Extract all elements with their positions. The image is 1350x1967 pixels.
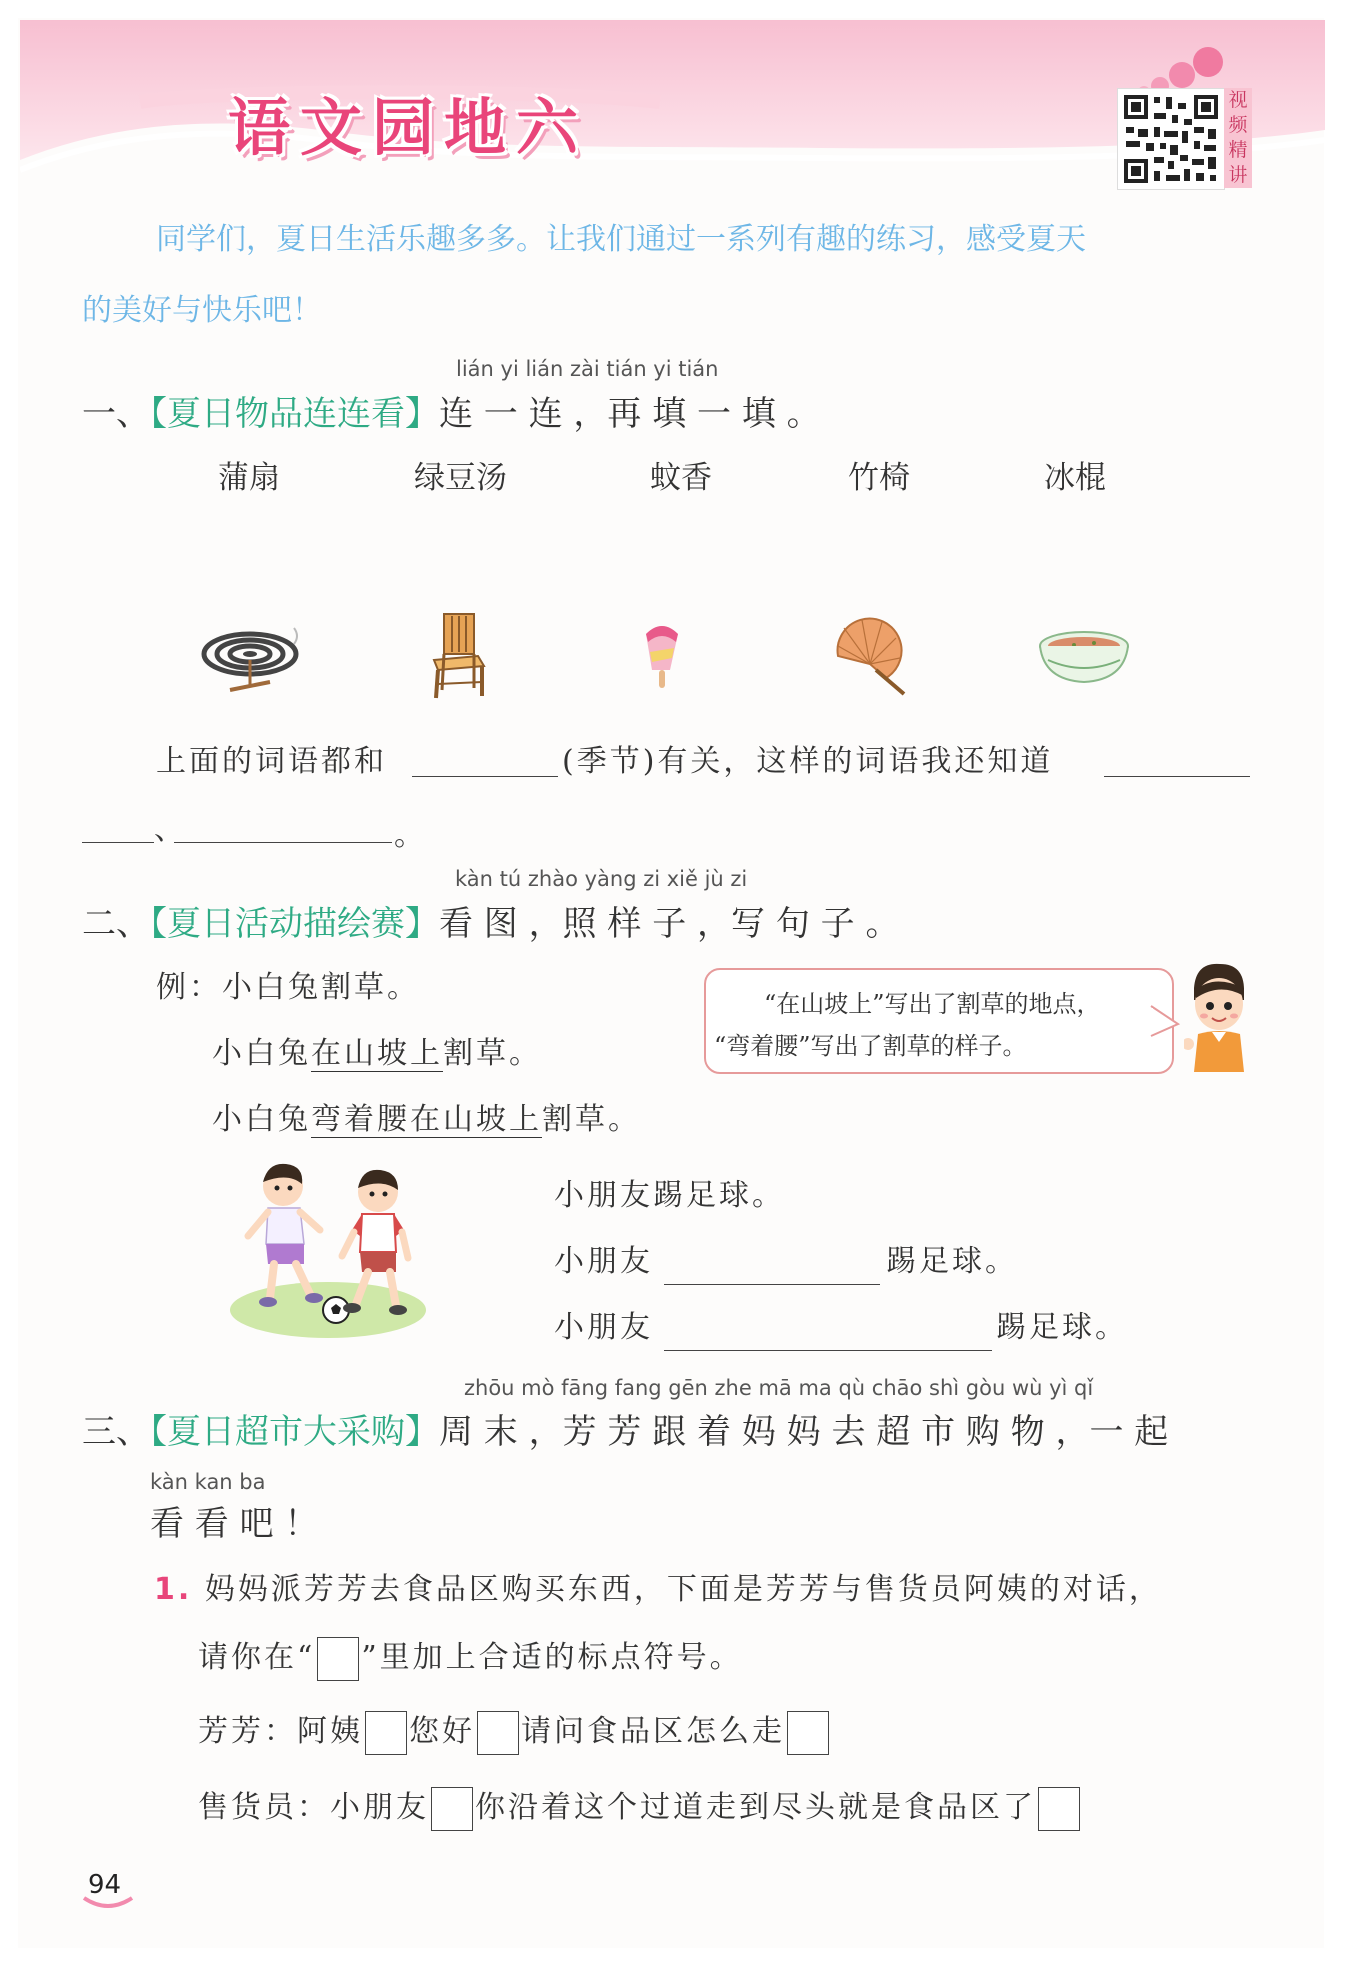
soccer-sentence-2-subject: 小朋友 [554, 1244, 653, 1279]
punctuation-box-1[interactable] [365, 1711, 407, 1755]
section2-pinyin: kàn tú zhào yàng zi xiě jù zi [455, 867, 748, 891]
qr-label-char: 视 [1228, 89, 1248, 111]
palm-fan-icon [830, 616, 910, 696]
season-blank[interactable] [412, 776, 558, 777]
bamboo-chair-icon [428, 610, 488, 700]
example-line-3 [212, 1094, 641, 1138]
qr-label-char: 频 [1228, 114, 1248, 136]
word-bamboo-chair: 竹椅 [848, 460, 910, 496]
example-2-place: 在山坡上 [311, 1036, 443, 1071]
section2-bracket: 【夏日活动描绘赛】 [150, 904, 439, 944]
tip-line-2: “弯着腰”写出了割草的样子。 [714, 1032, 1027, 1060]
punctuation-box-4[interactable] [431, 1787, 473, 1831]
example-label: 例： [156, 970, 222, 1005]
dialogue-1-part-b: 您好 [409, 1714, 475, 1749]
section1-end: 。 [394, 818, 427, 853]
qr-code-icon[interactable] [1117, 88, 1225, 190]
related-word-blank-1[interactable] [1104, 776, 1250, 777]
soccer-sentence-3-verb: 踢足球。 [996, 1310, 1128, 1345]
tip-line-1: “在山坡上”写出了割草的地点， [764, 990, 1101, 1018]
punctuation-box-sample [317, 1637, 359, 1681]
soccer-manner-blank[interactable] [664, 1284, 880, 1285]
example-sentence-1: 小白兔割草。 [222, 970, 420, 1005]
qr-label-char: 讲 [1228, 164, 1248, 186]
q1-text-1: 妈妈派芳芳去食品区购买东西，下面是芳芳与售货员阿姨的对话， [204, 1572, 1162, 1607]
section2-instruction: 看 图 ，照 样 子 ，写 句 子 。 [439, 904, 900, 944]
q1-text-2a: 请你在“ [198, 1640, 316, 1675]
section3-prefix: 三、 [82, 1412, 150, 1452]
word-mosquito-coil: 蚊香 [650, 460, 712, 496]
example-line-2 [212, 1028, 542, 1072]
example-2-verb: 割草。 [443, 1036, 542, 1071]
section3-instruction-2: 看 看 吧 ！ [150, 1504, 319, 1544]
soccer-sentence-1: 小朋友踢足球。 [554, 1178, 785, 1213]
soccer-manner-place-blank[interactable] [664, 1350, 992, 1351]
example-2-subject: 小白兔 [212, 1036, 311, 1071]
punctuation-box-2[interactable] [477, 1711, 519, 1755]
mung-bean-soup-icon [1038, 626, 1130, 686]
soccer-sentence-2-verb: 踢足球。 [886, 1244, 1018, 1279]
bubble-tail [1150, 1002, 1180, 1042]
dialogue-2-part-a: 售货员：小朋友 [198, 1790, 429, 1825]
tip-speech-bubble [704, 968, 1174, 1074]
punctuation-box-3[interactable] [787, 1711, 829, 1755]
punctuation-box-5[interactable] [1038, 1787, 1080, 1831]
q1-number: 1. [154, 1572, 193, 1607]
section3-pinyin: zhōu mò fāng fang gēn zhe mā ma qù chāo shì gòu wù yì qǐ [464, 1376, 1094, 1400]
section3-pinyin-2: kàn kan ba [150, 1470, 266, 1494]
example-line-1 [156, 962, 420, 1006]
dialogue-line-2 [198, 1782, 1082, 1831]
word-cattail-fan: 蒲扇 [218, 460, 280, 496]
word-mung-bean-soup: 绿豆汤 [414, 460, 507, 496]
section3-instruction: 周 末 ，芳 芳 跟 着 妈 妈 去 超 市 购 物 ，一 起 [439, 1412, 1169, 1452]
word-popsicle: 冰棍 [1044, 460, 1106, 496]
page-number: 94 [88, 1870, 122, 1900]
related-word-blank-1-cont[interactable] [82, 842, 154, 843]
video-lecture-label[interactable] [1224, 88, 1252, 188]
section2-heading [82, 896, 899, 945]
mosquito-coil-icon [200, 620, 305, 700]
section3-bracket: 【夏日超市大采购】 [150, 1412, 439, 1452]
dialogue-2-part-b: 你沿着这个过道走到尽头就是食品区了 [475, 1790, 1036, 1825]
section1-fill-text-1: 上面的词语都和 [156, 744, 387, 779]
q1-text-2b: ”里加上合适的标点符号。 [361, 1640, 743, 1675]
example-3-subject: 小白兔 [212, 1102, 311, 1137]
example-3-manner: 弯着腰 [311, 1102, 410, 1137]
q1-line-2 [198, 1632, 743, 1681]
intro-line-2: 的美好与快乐吧！ [82, 293, 322, 328]
section1-instruction: 连 一 连 ，再 填 一 填 。 [439, 394, 821, 434]
section1-heading [82, 386, 821, 435]
qr-label-char: 精 [1228, 139, 1248, 161]
section1-separator: 、 [154, 812, 187, 847]
section1-pinyin: lián yi lián zài tián yi tián [456, 357, 719, 381]
unit-title: 语文园地六 [228, 91, 589, 164]
section3-heading [82, 1404, 1168, 1453]
example-3-place: 在山坡上 [410, 1102, 542, 1137]
section2-prefix: 二、 [82, 904, 150, 944]
q1-line-1 [154, 1564, 1162, 1608]
example-3-verb: 割草。 [542, 1102, 641, 1137]
section1-fill-text-2: (季节)有关，这样的词语我还知道 [562, 744, 1054, 779]
section1-bracket: 【夏日物品连连看】 [150, 394, 439, 434]
boy-avatar-icon [1184, 960, 1254, 1080]
kids-playing-soccer-illustration [228, 1160, 428, 1340]
dialogue-1-part-c: 请问食品区怎么走 [521, 1714, 785, 1749]
popsicle-icon [640, 622, 684, 692]
dialogue-1-part-a: 芳芳：阿姨 [198, 1714, 363, 1749]
section1-prefix: 一、 [82, 394, 150, 434]
intro-line-1: 同学们，夏日生活乐趣多多。让我们通过一系列有趣的练习，感受夏天 [156, 222, 1086, 257]
dialogue-line-1 [198, 1706, 831, 1755]
soccer-sentence-3-subject: 小朋友 [554, 1310, 653, 1345]
related-word-blank-2[interactable] [174, 842, 392, 843]
